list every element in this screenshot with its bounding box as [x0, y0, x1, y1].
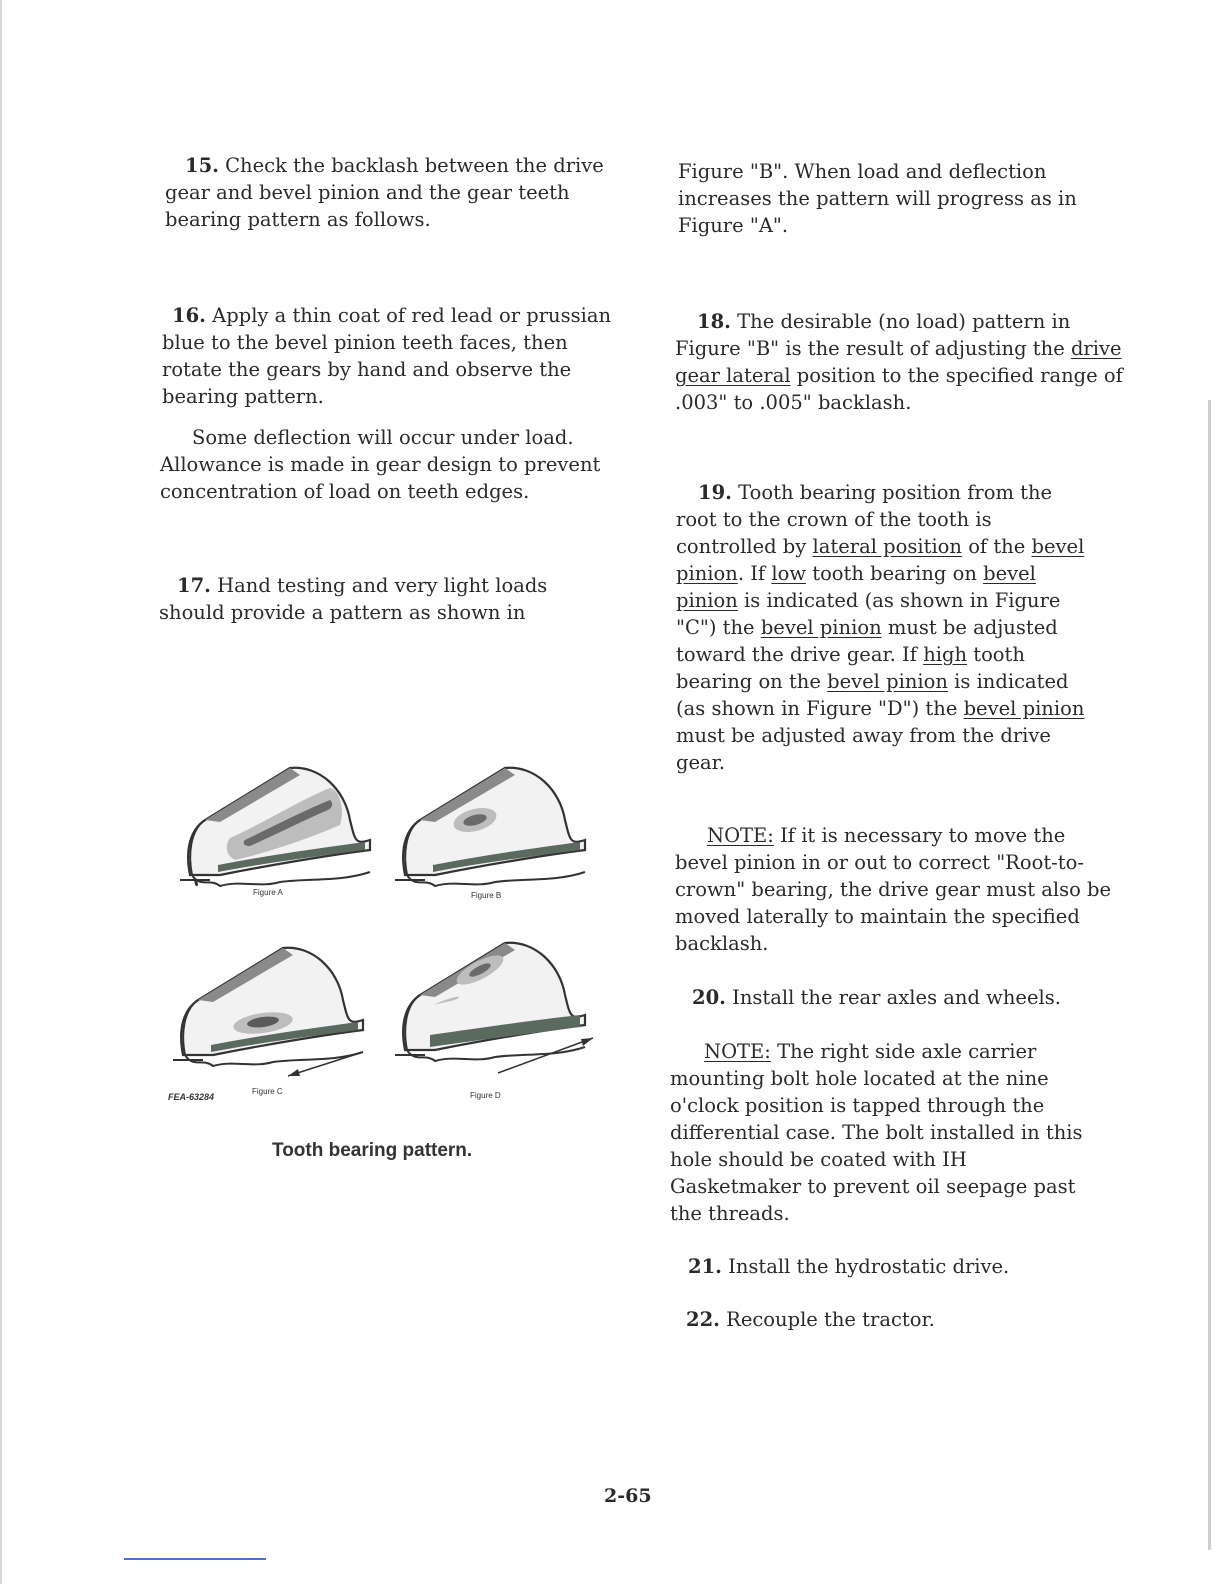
tooth-bearing-figure [165, 760, 605, 1110]
step-number: 17. [177, 574, 211, 597]
step-text: must be adjusted toward the drive gear. If [676, 616, 1058, 666]
figure-d-label: Figure D [470, 1091, 501, 1100]
step-text: Recouple the tractor. [726, 1308, 935, 1331]
page-right-edge [1208, 400, 1211, 1550]
underlined-term: bevel pinion [676, 562, 1036, 612]
tooth-figure-b [395, 768, 585, 886]
page-left-edge [0, 0, 2, 1584]
note-axle-carrier [670, 1038, 1090, 1227]
bottom-underline-mark [124, 1558, 266, 1560]
figure-c-label: Figure C [252, 1087, 283, 1096]
tooth-bearing-diagram [165, 760, 605, 1110]
note-root-to-crown [675, 822, 1120, 957]
step-20 [692, 984, 1142, 1011]
step-17-continued-text: Figure "B". When load and deflection increases the pattern will progress as in Figure "A". [678, 160, 1077, 237]
step-15 [165, 152, 615, 233]
note-text: The right side axle carrier mounting bolt hole located at the nine o'clock position is tapped through the differential case. The bolt installed in this hole should be coated with IH Gasketmaker to prevent oil seepage past the threads. [670, 1040, 1083, 1225]
tooth-figure-d [395, 943, 585, 1061]
note-label: NOTE: [707, 824, 774, 847]
step-text: of the [968, 535, 1026, 558]
page-number: 2-65 [604, 1485, 652, 1507]
step-number: 15. [185, 154, 219, 177]
step-number: 22. [686, 1308, 720, 1331]
step-number: 18. [697, 310, 731, 333]
figure-code: FEA-63284 [168, 1092, 215, 1102]
step-19 [676, 479, 1096, 776]
step-text: is indicated (as shown in Figure "C") the [676, 589, 1061, 639]
underlined-term: bevel pinion [760, 616, 882, 639]
step-17 [159, 572, 589, 626]
figure-caption: Tooth bearing pattern. [272, 1140, 473, 1161]
deflection-note [160, 424, 610, 505]
deflection-note-text: Some deflection will occur under load. Allowance is made in gear design to prevent concentration of load on teeth edges. [160, 426, 601, 503]
step-text: tooth bearing on the [676, 643, 1025, 693]
step-22 [686, 1306, 1136, 1333]
note-text: If it is necessary to move the bevel pinion in or out to correct "Root-to-crown" bearing, the drive gear must also be moved laterally to maintain the specified backlash. [675, 824, 1112, 955]
step-18 [675, 308, 1125, 416]
underlined-term: bevel pinion [827, 670, 948, 693]
underlined-term: bevel pinion [963, 697, 1085, 720]
step-text: tooth bearing on [812, 562, 977, 585]
step-number: 19. [698, 481, 732, 504]
step-text: Check the backlash between the drive gear and bevel pinion and the gear teeth bearing pattern as follows. [165, 154, 604, 231]
figure-a-label: Figure A [253, 888, 283, 897]
arrow-c-head [288, 1069, 300, 1076]
step-21 [688, 1253, 1138, 1280]
step-text: Apply a thin coat of red lead or prussian blue to the bevel pinion teeth faces, then rotate the gears by hand and observe the bearing pattern. [162, 304, 612, 408]
underlined-term: high [923, 643, 968, 666]
underlined-term: bevel pinion [676, 535, 1085, 585]
underlined-term: drive gear lateral [675, 337, 1122, 387]
step-text: . If [737, 562, 766, 585]
step-17-continued [678, 158, 1128, 239]
figure-b-label: Figure B [471, 891, 502, 900]
step-text: must be adjusted away from the drive gear. [676, 724, 1051, 774]
step-number: 16. [172, 304, 206, 327]
underlined-term: low [771, 562, 807, 585]
step-number: 21. [688, 1255, 722, 1278]
step-16 [162, 302, 612, 410]
arrow-d-head [581, 1038, 593, 1046]
step-text: Install the hydrostatic drive. [728, 1255, 1010, 1278]
underlined-term: lateral position [812, 535, 962, 558]
step-text: position to the specified range of .003" to .005" backlash. [675, 364, 1123, 414]
step-text: is indicated (as shown in Figure "D") the [676, 670, 1069, 720]
step-text: Install the rear axles and wheels. [732, 986, 1061, 1009]
step-text: Tooth bearing position from the root to the crown of the tooth is controlled by [676, 481, 1053, 558]
step-text: The desirable (no load) pattern in Figure "B" is the result of adjusting the [675, 310, 1071, 360]
tooth-figure-a [180, 768, 370, 886]
step-number: 20. [692, 986, 726, 1009]
tooth-figure-c [173, 948, 363, 1066]
note-label: NOTE: [704, 1040, 771, 1063]
step-text: Hand testing and very light loads should provide a pattern as shown in [159, 574, 548, 624]
